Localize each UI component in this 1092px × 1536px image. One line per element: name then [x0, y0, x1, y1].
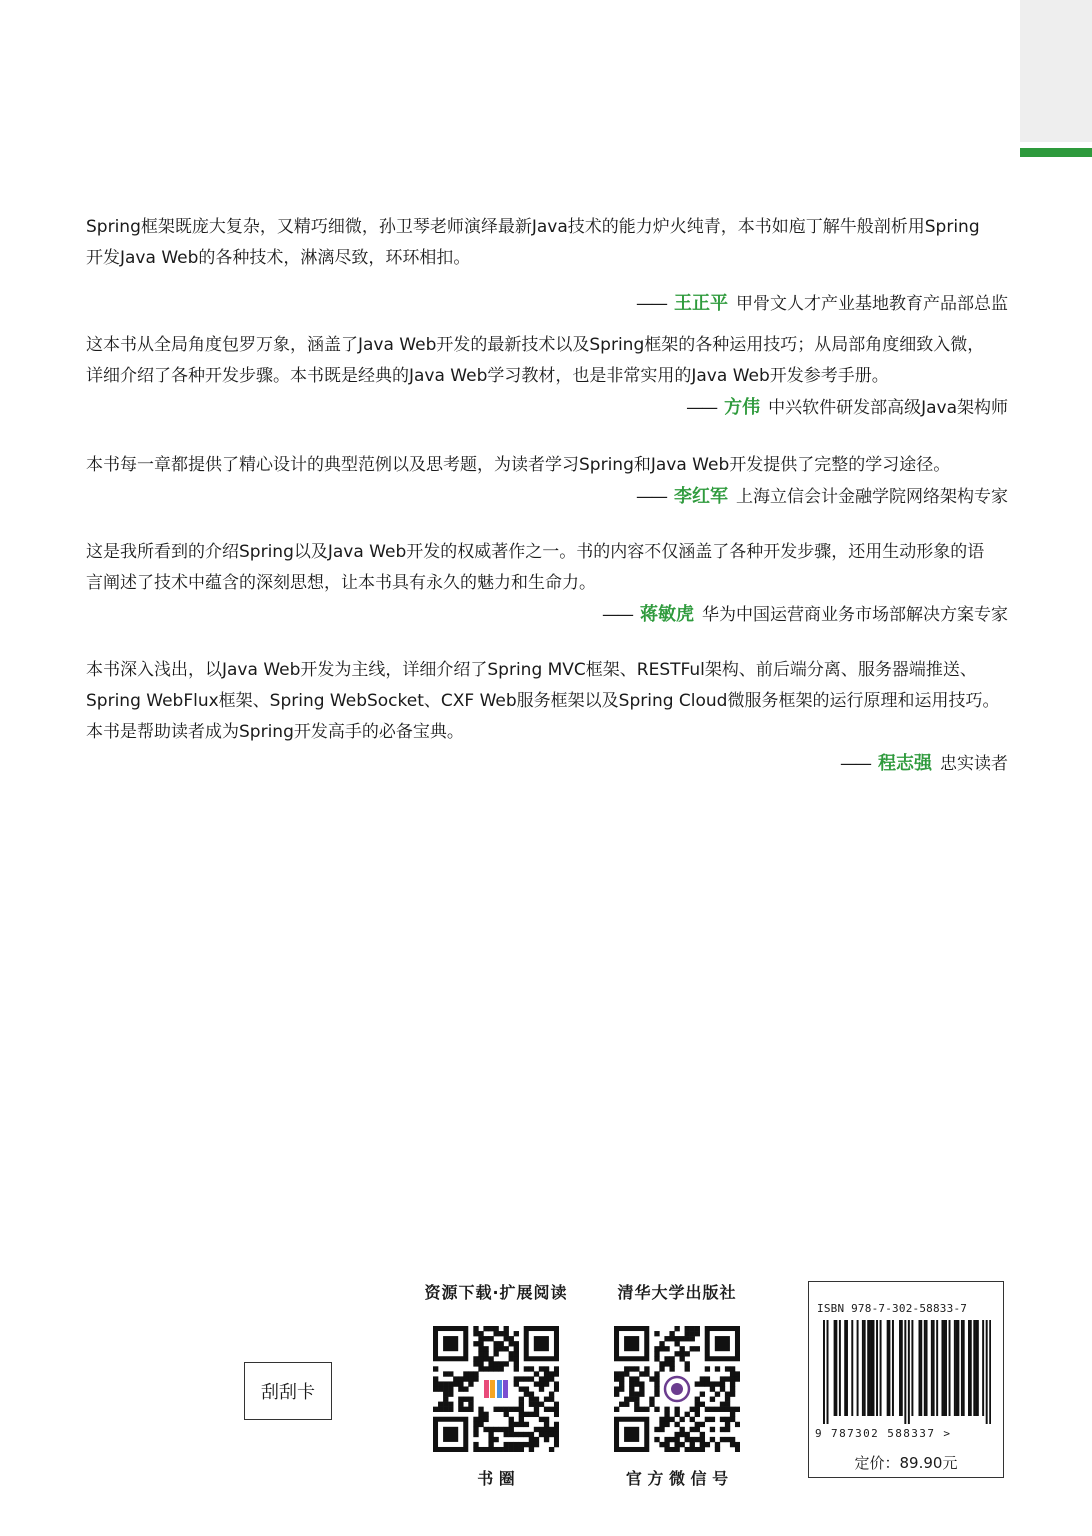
quote-5: [86, 655, 1008, 780]
quote-3-line-1: 本书每一章都提供了精心设计的典型范例以及思考题，为读者学习Spring和Java Web开发提供了完整的学习途径。: [86, 455, 951, 475]
endorser-name: 蒋敏虎: [640, 604, 694, 625]
quote-4-line-2: 言阐述了技术中蕴含的深刻思想，让本书具有永久的魅力和生命力。: [86, 573, 596, 593]
endorser-name: 王正平: [674, 293, 728, 314]
attribution-dash: ——: [686, 398, 717, 418]
quote-3-attribution: [86, 481, 1008, 513]
scratch-card-label: 刮刮卡: [261, 1382, 315, 1403]
quote-5-line-3: 本书是帮助读者成为Spring开发高手的必备宝典。: [86, 722, 464, 742]
endorser-title: 忠实读者: [940, 754, 1008, 774]
quote-3: [86, 450, 1008, 513]
university-seal-icon: [660, 1372, 694, 1406]
endorser-name: 程志强: [878, 753, 932, 774]
attribution-dash: ——: [636, 294, 666, 314]
quote-2-attribution: [86, 392, 1008, 424]
qr-code-icon[interactable]: [614, 1326, 740, 1452]
qr-resources-heading: 资源下载·扩展阅读: [424, 1283, 568, 1302]
qr-publisher-caption: 官 方 微 信 号: [625, 1469, 729, 1488]
qr-resources: [410, 1280, 582, 1489]
quote-1-line-1: Spring框架既庞大复杂，又精巧细微，孙卫琴老师演绎最新Java技术的能力炉火纯青，本书如庖丁解牛般剖析用Spring: [86, 217, 980, 237]
book-logo-icon: [479, 1372, 513, 1406]
attribution-dash: ——: [602, 605, 632, 625]
qr-code-icon[interactable]: [433, 1326, 559, 1452]
isbn-number: ISBN 978-7-302-58833-7: [817, 1302, 968, 1315]
quote-4: [86, 537, 1008, 631]
quote-2-line-1: 这本书从全局角度包罗万象，涵盖了Java Web开发的最新技术以及Spring框架的各种运用技巧；从局部角度细致入微，: [86, 335, 985, 355]
endorser-title: 甲骨文人才产业基地教育产品部总监: [736, 294, 1008, 314]
quote-5-attribution: [86, 748, 1008, 780]
price: 定价：89.90元: [854, 1454, 958, 1472]
endorser-name: 方伟: [724, 397, 761, 418]
qr-publisher: [591, 1280, 763, 1489]
endorser-title: 中兴软件研发部高级Java架构师: [768, 398, 1008, 418]
endorser-name: 李红军: [674, 486, 728, 507]
attribution-dash: ——: [840, 754, 870, 774]
corner-gray-block: [1020, 0, 1092, 142]
quote-2: [86, 330, 1008, 424]
isbn-barcode-box: [808, 1281, 1004, 1478]
quote-1-attribution: [86, 288, 1008, 320]
endorser-title: 上海立信会计金融学院网络架构专家: [736, 487, 1008, 507]
quote-5-line-2: Spring WebFlux框架、Spring WebSocket、CXF Web服务框架以及Spring Cloud微服务框架的运行原理和运用技巧。: [86, 691, 1000, 711]
quote-1-line-2: 开发Java Web的各种技术，淋漓尽致，环环相扣。: [86, 248, 471, 268]
quote-4-line-1: 这是我所看到的介绍Spring以及Java Web开发的权威著作之一。书的内容不仅涵盖了各种开发步骤，还用生动形象的语: [86, 542, 985, 562]
qr-publisher-heading: 清华大学出版社: [617, 1283, 737, 1302]
barcode-icon: [823, 1320, 991, 1424]
quote-5-line-1: 本书深入浅出，以Java Web开发为主线，详细介绍了Spring MVC框架、RESTFul架构、前后端分离、服务器端推送、: [86, 660, 977, 680]
corner-green-bar: [1020, 148, 1092, 157]
quote-1: [86, 212, 1008, 320]
qr-resources-caption: 书 圈: [477, 1469, 515, 1488]
endorser-title: 华为中国运营商业务市场部解决方案专家: [702, 605, 1008, 625]
attribution-dash: ——: [636, 487, 666, 507]
isbn-digits: 9 787302 588337 >: [815, 1427, 952, 1440]
quote-2-line-2: 详细介绍了各种开发步骤。本书既是经典的Java Web学习教材，也是非常实用的Java Web开发参考手册。: [86, 366, 889, 386]
quote-4-attribution: [86, 599, 1008, 631]
scratch-card[interactable]: [244, 1362, 332, 1420]
